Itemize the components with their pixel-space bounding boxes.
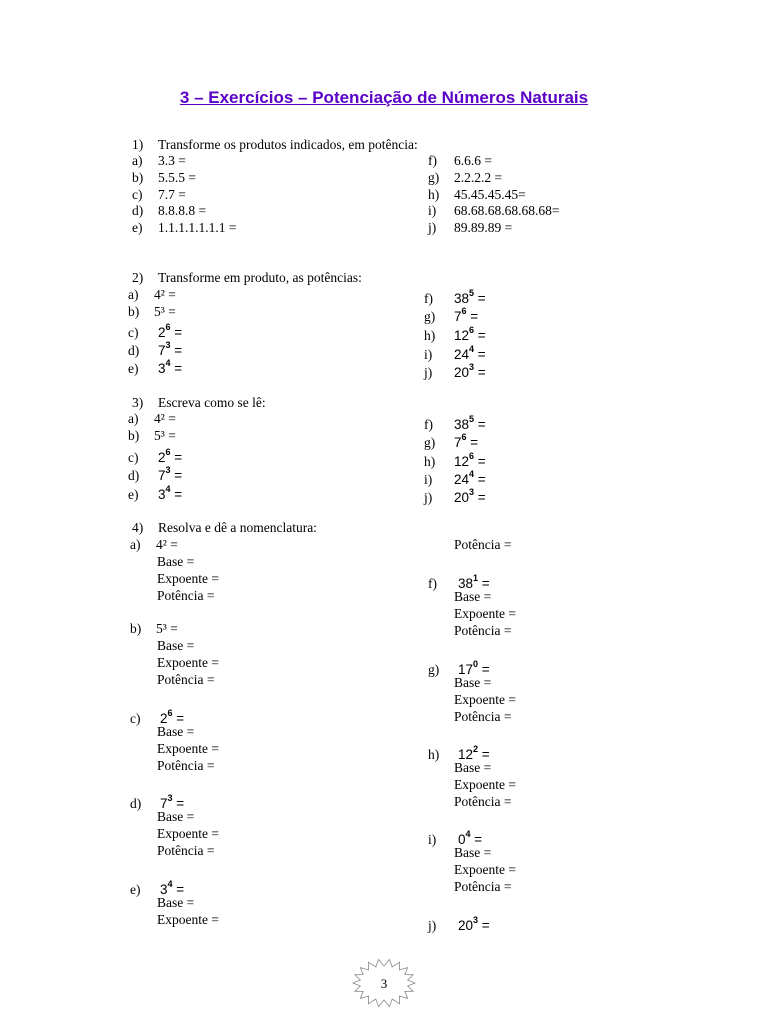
- power-exponent: 4: [469, 469, 475, 479]
- potencia-line: Potência =: [454, 537, 512, 552]
- item-label: f): [424, 290, 433, 306]
- equals-sign: =: [474, 290, 486, 306]
- base-line: Base =: [454, 760, 492, 775]
- equals-sign: =: [164, 428, 176, 443]
- power-base: 38: [454, 416, 470, 432]
- item-label: g): [428, 661, 440, 677]
- list-item: [424, 323, 486, 344]
- power-base: 20: [454, 489, 470, 505]
- expoente-line: Expoente =: [157, 912, 219, 927]
- item-label: a): [130, 537, 141, 552]
- item-label: f): [424, 416, 433, 432]
- list-item: [428, 913, 490, 934]
- equals-sign: =: [170, 360, 183, 376]
- list-item: [428, 219, 512, 236]
- equals-sign: =: [474, 453, 486, 469]
- item-label: h): [424, 453, 436, 469]
- power-exponent: 6: [165, 322, 171, 332]
- item-label: a): [132, 153, 143, 168]
- power-exponent: 3: [165, 465, 171, 475]
- equals-sign: =: [164, 287, 176, 302]
- power-exponent: 3: [469, 362, 475, 372]
- starburst-icon: [352, 958, 416, 1008]
- item-label: f): [428, 153, 437, 168]
- power-exponent: 3: [473, 915, 479, 925]
- power-base: 38: [458, 575, 474, 591]
- equals-sign: =: [166, 621, 178, 636]
- page-number-badge: [352, 958, 416, 1008]
- base-line: Base =: [157, 724, 195, 739]
- power-base: 12: [454, 327, 470, 343]
- equals-sign: =: [470, 831, 483, 847]
- item-label: i): [424, 471, 433, 487]
- list-item: [428, 202, 560, 219]
- power-expression: [454, 362, 486, 380]
- power-exponent: 5: [469, 414, 475, 424]
- power-exponent: ²: [160, 287, 165, 302]
- equals-sign: =: [478, 917, 490, 933]
- equals-sign: =: [170, 467, 183, 483]
- list-item: [132, 186, 186, 203]
- item-label: d): [130, 795, 142, 811]
- equals-sign: =: [478, 746, 490, 762]
- power-base: 5: [154, 304, 161, 319]
- power-expression: [158, 358, 183, 376]
- power-base: 0: [458, 831, 466, 847]
- item-expression: 3.3 =: [158, 153, 186, 168]
- power-expression: [154, 411, 176, 426]
- power-base: 4: [154, 287, 161, 302]
- expoente-line: Expoente =: [157, 826, 219, 841]
- equals-sign: =: [466, 308, 479, 324]
- power-base: 4: [154, 411, 161, 426]
- item-label: e): [130, 881, 141, 897]
- power-exponent: 4: [165, 484, 171, 494]
- equals-sign: =: [172, 881, 185, 897]
- item-label: a): [128, 411, 139, 426]
- power-base: 2: [160, 710, 168, 726]
- item-label: g): [428, 169, 440, 185]
- equals-sign: =: [474, 471, 486, 487]
- item-expression: 1.1.1.1.1.1.1 =: [158, 220, 237, 236]
- q2-prompt: 2) Transforme em produto, as potências:: [132, 270, 362, 285]
- power-exponent: 4: [167, 879, 173, 889]
- expoente-line: Expoente =: [157, 571, 219, 586]
- item-label: e): [128, 360, 139, 376]
- base-line: Base =: [157, 895, 195, 910]
- q3-prompt: 3) Escreva como se lê:: [132, 395, 266, 410]
- equals-sign: =: [166, 537, 178, 552]
- item-label: h): [428, 186, 440, 202]
- power-base: 7: [160, 795, 168, 811]
- power-expression: [154, 304, 176, 319]
- list-item: [424, 360, 486, 381]
- power-exponent: ²: [160, 411, 165, 426]
- power-base: 17: [458, 661, 474, 677]
- power-expression: [154, 287, 176, 302]
- power-expression: [454, 432, 479, 450]
- power-exponent: 2: [473, 744, 479, 754]
- item-expression: 68.68.68.68.68.68=: [454, 203, 560, 219]
- equals-sign: =: [478, 575, 490, 591]
- item-label: c): [130, 710, 141, 726]
- power-exponent: 3: [165, 340, 171, 350]
- power-exponent: ³: [160, 428, 165, 443]
- power-exponent: 3: [469, 487, 475, 497]
- power-exponent: 6: [469, 325, 475, 335]
- item-label: j): [428, 917, 437, 933]
- list-item: [424, 485, 486, 506]
- page-title: 3 – Exercícios – Potenciação de Números Naturais: [179, 88, 589, 107]
- potencia-line: Potência =: [454, 879, 512, 894]
- item-expression: 8.8.8.8 =: [158, 203, 207, 219]
- power-base: 5: [154, 428, 161, 443]
- power-base: 24: [454, 471, 470, 487]
- list-item: [128, 410, 176, 427]
- power-expression: [158, 484, 183, 502]
- item-label: g): [424, 308, 436, 324]
- item-label: d): [128, 342, 140, 358]
- power-exponent: 6: [461, 306, 467, 316]
- equals-sign: =: [478, 661, 490, 677]
- power-expression: [156, 537, 178, 552]
- expoente-line: Expoente =: [454, 777, 516, 792]
- equals-sign: =: [172, 795, 185, 811]
- item-label: i): [428, 831, 437, 847]
- base-line: Base =: [454, 589, 492, 604]
- power-expression: [154, 428, 176, 443]
- item-label: a): [128, 287, 139, 302]
- power-exponent: 4: [465, 829, 471, 839]
- item-label: g): [424, 434, 436, 450]
- q1-prompt: 1) Transforme os produtos indicados, em potência:: [132, 137, 418, 152]
- item-expression: 6.6.6 =: [454, 153, 492, 168]
- power-base: 5: [156, 621, 163, 636]
- item-label: j): [424, 489, 433, 505]
- list-item: [128, 427, 176, 444]
- power-exponent: 6: [461, 432, 467, 442]
- potencia-line: Potência =: [157, 588, 215, 603]
- expoente-line: Expoente =: [454, 692, 516, 707]
- power-base: 38: [454, 290, 470, 306]
- equals-sign: =: [164, 411, 176, 426]
- base-line: Base =: [157, 638, 195, 653]
- power-exponent: ²: [162, 537, 167, 552]
- power-expression: [454, 325, 486, 343]
- page-number: 3: [380, 976, 388, 991]
- expoente-line: Expoente =: [157, 655, 219, 670]
- list-item: [128, 303, 176, 320]
- equals-sign: =: [474, 327, 486, 343]
- potencia-line: Potência =: [454, 623, 512, 638]
- item-label: h): [424, 327, 436, 343]
- list-item: [128, 482, 182, 503]
- list-item: [428, 152, 492, 169]
- equals-sign: =: [170, 486, 183, 502]
- item-expression: 5.5.5 =: [158, 169, 196, 185]
- power-base: 4: [156, 537, 163, 552]
- power-exponent: 3: [167, 793, 173, 803]
- power-base: 7: [454, 308, 462, 324]
- list-item: [130, 536, 178, 553]
- equals-sign: =: [164, 304, 176, 319]
- equals-sign: =: [172, 710, 185, 726]
- power-exponent: 0: [473, 659, 479, 669]
- power-base: 20: [458, 917, 474, 933]
- item-label: b): [128, 428, 140, 443]
- item-label: c): [132, 186, 143, 202]
- power-expression: [454, 306, 479, 324]
- power-base: 7: [454, 434, 462, 450]
- power-exponent: ³: [160, 304, 165, 319]
- item-label: c): [128, 324, 139, 340]
- potencia-line: Potência =: [157, 672, 215, 687]
- expoente-line: Expoente =: [157, 741, 219, 756]
- power-base: 7: [158, 467, 166, 483]
- list-item: [132, 202, 206, 219]
- item-label: d): [128, 467, 140, 483]
- list-item: [132, 169, 196, 186]
- list-item: [428, 186, 526, 203]
- item-expression: 2.2.2.2 =: [454, 169, 503, 185]
- power-exponent: 5: [469, 288, 475, 298]
- item-label: i): [428, 203, 437, 219]
- power-exponent: 4: [469, 344, 475, 354]
- list-item: [128, 463, 182, 484]
- item-label: b): [128, 304, 140, 319]
- item-label: b): [132, 169, 144, 185]
- power-base: 20: [454, 364, 470, 380]
- base-line: Base =: [157, 554, 195, 569]
- power-exponent: ³: [162, 621, 167, 636]
- item-label: i): [424, 346, 433, 362]
- equals-sign: =: [474, 489, 486, 505]
- list-item: [428, 169, 502, 186]
- power-base: 7: [158, 342, 166, 358]
- item-label: e): [128, 486, 139, 502]
- list-item: [424, 430, 478, 451]
- base-line: Base =: [157, 809, 195, 824]
- power-base: 12: [458, 746, 474, 762]
- item-expression: 45.45.45.45=: [454, 186, 526, 202]
- potencia-line: Potência =: [157, 758, 215, 773]
- item-label: f): [428, 575, 437, 591]
- potencia-line: Potência =: [454, 794, 512, 809]
- item-label: c): [128, 449, 139, 465]
- equals-sign: =: [474, 364, 486, 380]
- item-expression: 7.7 =: [158, 186, 186, 202]
- item-label: e): [132, 220, 143, 236]
- equals-sign: =: [466, 434, 479, 450]
- item-label: h): [428, 746, 440, 762]
- item-label: b): [130, 621, 142, 636]
- power-base: 12: [454, 453, 470, 469]
- list-item: [132, 219, 237, 236]
- power-base: 2: [158, 449, 166, 465]
- power-exponent: 6: [165, 447, 171, 457]
- item-label: j): [424, 364, 433, 380]
- power-base: 3: [158, 360, 166, 376]
- item-expression: 89.89.89 =: [454, 220, 513, 236]
- expoente-line: Expoente =: [454, 606, 516, 621]
- power-exponent: 6: [469, 451, 475, 461]
- equals-sign: =: [170, 324, 183, 340]
- power-base: 3: [158, 486, 166, 502]
- item-label: d): [132, 203, 144, 219]
- power-base: 24: [454, 346, 470, 362]
- power-base: 3: [160, 881, 168, 897]
- power-expression: [158, 465, 183, 483]
- power-expression: [156, 621, 178, 636]
- list-item: [424, 304, 478, 325]
- equals-sign: =: [474, 416, 486, 432]
- base-line: Base =: [454, 845, 492, 860]
- power-expression: [454, 487, 486, 505]
- list-item: [128, 356, 182, 377]
- q4-prompt: 4) Resolva e dê a nomenclatura:: [132, 520, 317, 535]
- potencia-line: Potência =: [454, 709, 512, 724]
- potencia-line: Potência =: [157, 843, 215, 858]
- base-line: Base =: [454, 675, 492, 690]
- list-item: [130, 620, 178, 637]
- power-expression: [458, 915, 490, 933]
- power-exponent: 4: [165, 358, 171, 368]
- power-exponent: 1: [473, 573, 479, 583]
- equals-sign: =: [170, 449, 183, 465]
- expoente-line: Expoente =: [454, 862, 516, 877]
- power-exponent: 6: [167, 708, 173, 718]
- equals-sign: =: [170, 342, 183, 358]
- equals-sign: =: [474, 346, 486, 362]
- list-item: [132, 152, 186, 169]
- item-label: j): [428, 220, 437, 236]
- list-item: [128, 286, 176, 303]
- power-base: 2: [158, 324, 166, 340]
